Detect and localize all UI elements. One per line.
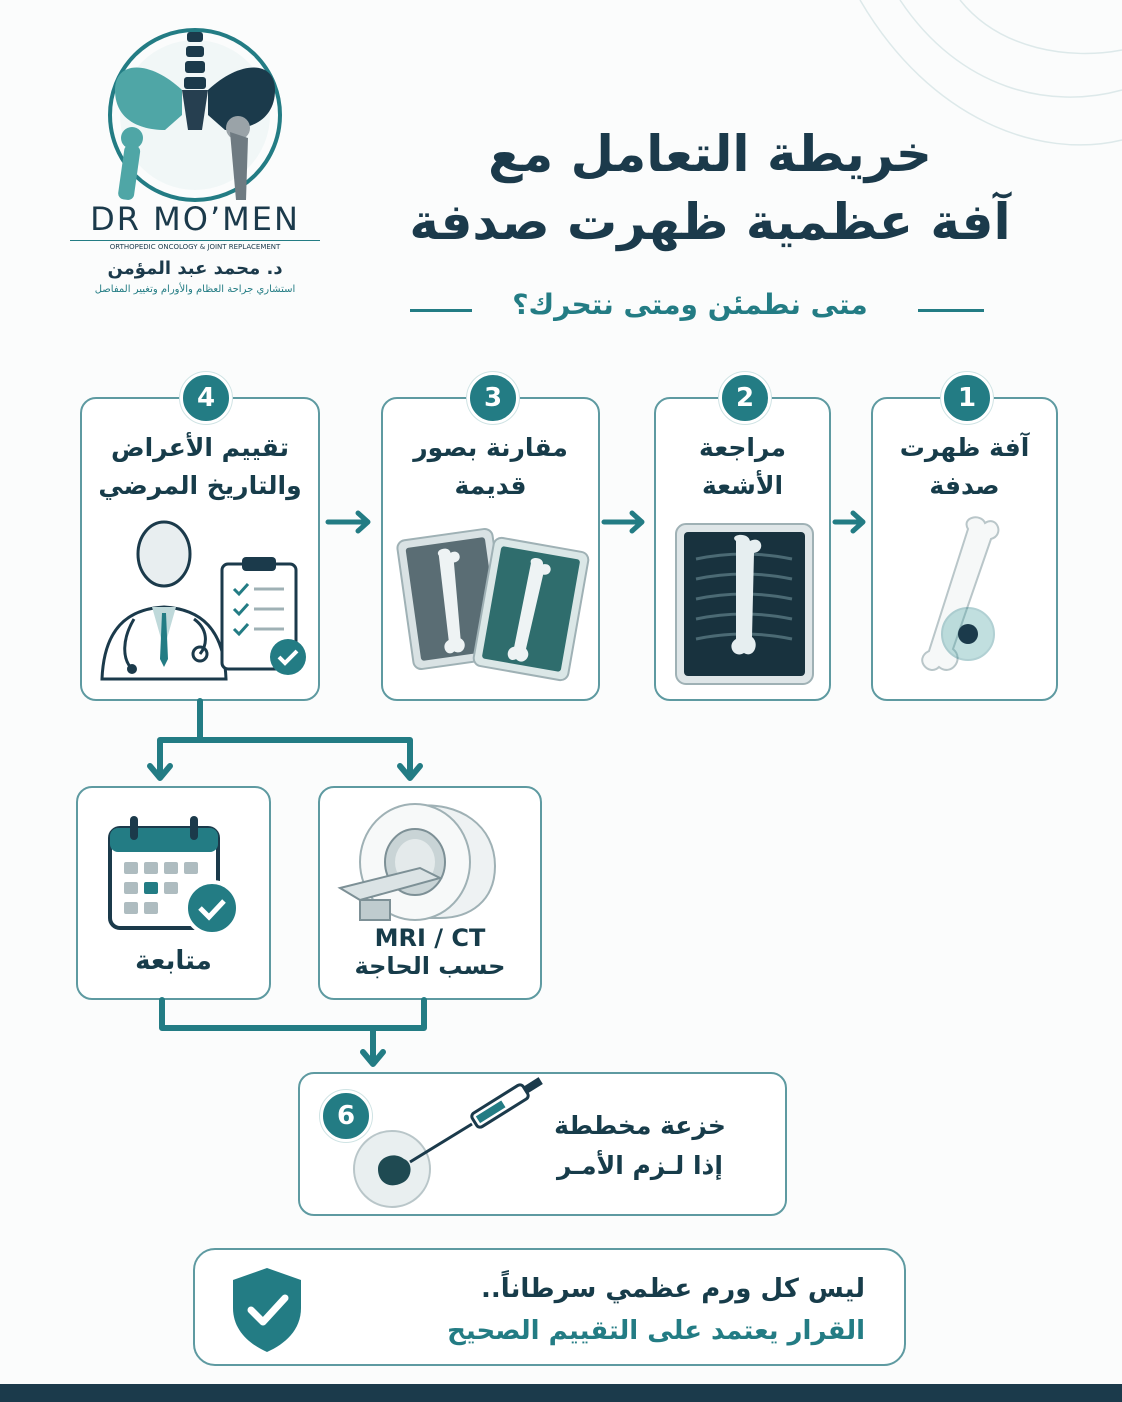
step-4-line-2: والتاريخ المرضي [98,471,302,500]
imaging-line-2: حسب الحاجة [354,952,506,980]
brand-arabic-name: د. محمد عبد المؤمن [107,258,283,279]
step-1-line-2: صدفة [929,471,1000,500]
biopsy-card [298,1072,787,1216]
brand-arabic-title: استشاري جراحة العظام والأورام وتغيير المفاصل [94,284,296,295]
brand-tagline: ORTHOPEDIC ONCOLOGY & JOINT REPLACEMENT [70,240,320,251]
step-4-badge: 4 [180,372,232,424]
step-2-line-1: مراجعة [699,433,786,462]
step-3-line-2: قديمة [454,471,527,500]
step-3-line-1: مقارنة بصور [413,433,568,462]
note-card [193,1248,906,1366]
shield-check-icon [227,1264,307,1354]
biopsy-line-2: إذا لـزم الأمـر [557,1151,723,1180]
footer-bar [0,1384,1122,1402]
step-4-line-1: تقييم الأعراض [110,433,290,462]
note-line-1: ليس كل ورم عظمي سرطاناً.. [481,1274,865,1304]
step-1-line-1: آفة ظهرت [899,433,1030,462]
title-line-1: خريطة التعامل مع [488,125,932,183]
subtitle: متى نطمئن ومتى نتحرك؟ [512,288,868,321]
note-line-2: القرار يعتمد على التقييم الصحيح [447,1316,865,1346]
biopsy-badge: 6 [320,1090,372,1142]
title-line-2: آفة عظمية ظهرت صدفة [409,193,1011,251]
biopsy-line-1: خزعة مخططة [554,1111,726,1140]
followup-label: متابعة [135,946,212,976]
step-2-line-2: الأشعة [701,471,784,500]
step-3-badge: 3 [467,372,519,424]
step-1-badge: 1 [941,372,993,424]
brand-name: DR MO’MEN [90,200,300,238]
step-2-badge: 2 [719,372,771,424]
imaging-line-1: MRI / CT [374,924,486,952]
